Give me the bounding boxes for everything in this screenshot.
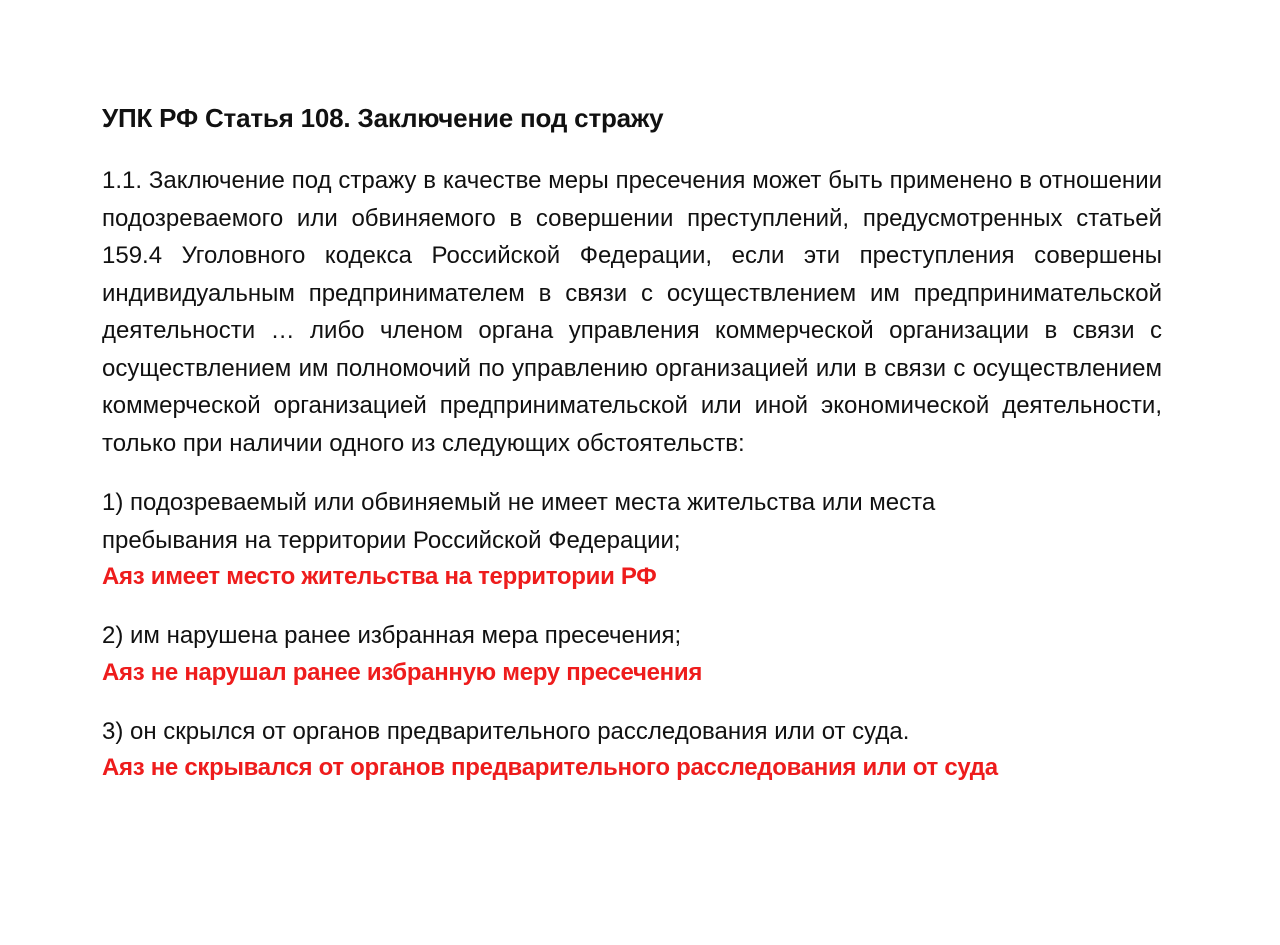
list-item-1: 1) подозреваемый или обвиняемый не имеет места жительства или места пребывания на территории Российской Федерации;	[102, 489, 936, 554]
note-item-3: Аяз не скрывался от органов предварительного расследования или от суда	[102, 754, 998, 781]
article-paragraph: 1.1. Заключение под стражу в качестве меры пресечения может быть применено в отношении подозреваемого или обвиняемого в совершении преступлений, предусмотренных статьей 159.4 Уголовного кодекса Российской Федерации, если эти преступления совершены индивидуальным предпринимателем в связи с осуществлением им предпринимательской деятельности … либо членом органа управления коммерческой организации в связи с осуществлением им полномочий по управлению организацией или в связи с осуществлением коммерческой организацией предпринимательской или иной экономической деятельности, только при наличии одного из следующих обстоятельств:	[102, 167, 1162, 457]
note-item-1: Аяз имеет место жительства на территории РФ	[102, 563, 657, 590]
page-title: УПК РФ Статья 108. Заключение под стражу	[102, 103, 664, 133]
note-item-2: Аяз не нарушал ранее избранную меру пресечения	[102, 658, 703, 686]
list-item-2: 2) им нарушена ранее избранная мера пресечения;	[102, 622, 682, 649]
document-page	[102, 100, 1162, 786]
list-item-3: 3) он скрылся от органов предварительного расследования или от суда.	[102, 717, 910, 745]
